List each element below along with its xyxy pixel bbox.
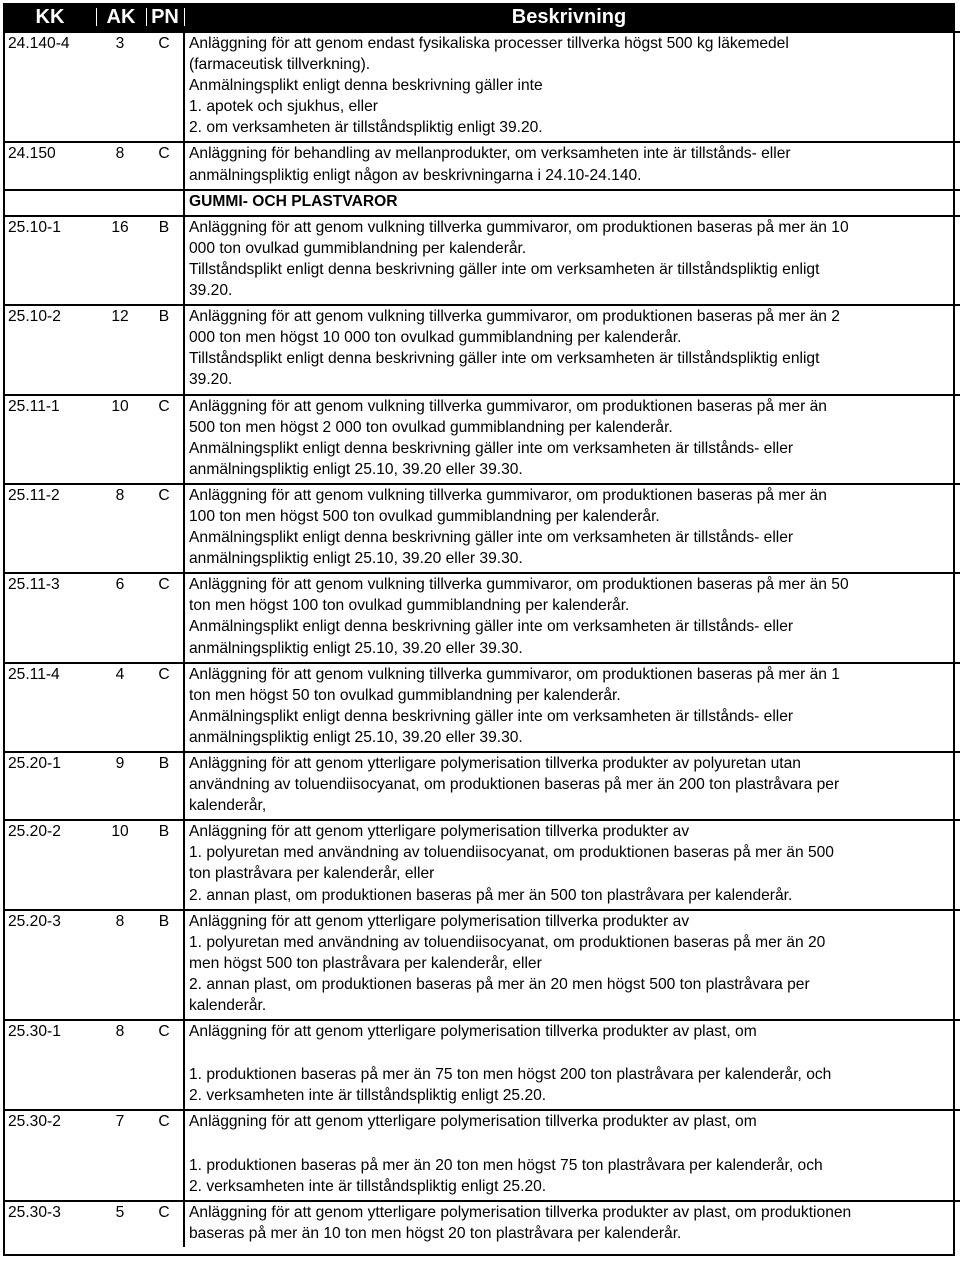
table-row xyxy=(3,663,960,752)
pn-value: C xyxy=(145,1020,184,1110)
ak-value: 10 xyxy=(95,820,145,909)
kk-code: 25.30-1 xyxy=(3,1020,95,1110)
table-body xyxy=(3,31,960,1247)
description-line: Anläggning för att genom ytterligare polymerisation tillverka produkter av plast, om xyxy=(189,1023,757,1041)
description-line: Anläggning för att genom endast fysikaliska processer tillverka högst 500 kg läkemedel xyxy=(189,35,789,52)
description-line: 100 ton men högst 500 ton ovulkad gummiblandning per kalenderår. xyxy=(189,507,660,525)
description-cell xyxy=(184,395,960,484)
empty-cell xyxy=(3,190,95,216)
description-cell xyxy=(184,484,960,573)
description-line: Anläggning för att genom vulkning tillverka gummivaror, om produktionen baseras på mer än 2 xyxy=(189,308,840,326)
description-cell xyxy=(184,820,960,909)
ak-value: 7 xyxy=(95,1110,145,1200)
description-line: Anläggning för att genom ytterligare polymerisation tillverka produkter av plast, om xyxy=(189,1113,757,1131)
empty-cell xyxy=(145,190,184,216)
description-line: Anläggning för att genom vulkning tillverka gummivaror, om produktionen baseras på mer än xyxy=(189,486,827,504)
ak-value: 8 xyxy=(95,142,145,189)
kk-code: 25.20-3 xyxy=(3,910,95,1020)
description-line: ton men högst 50 ton ovulkad gummiblandning per kalenderår. xyxy=(189,686,621,704)
ak-value: 10 xyxy=(95,395,145,484)
description-cell xyxy=(184,142,960,189)
ak-value: 3 xyxy=(95,32,145,142)
description-line: 1. polyuretan med användning av toluendiisocyanat, om produktionen baseras på mer än 500 xyxy=(189,844,834,862)
description-line: 2. om verksamheten är tillståndspliktig enligt 39.20. xyxy=(189,119,543,137)
kk-code: 25.20-2 xyxy=(3,820,95,909)
blank-line xyxy=(189,1042,960,1064)
description-line: 500 ton men högst 2 000 ton ovulkad gummiblandning per kalenderår. xyxy=(189,418,673,436)
pn-value: C xyxy=(145,663,184,752)
description-line: 39.20. xyxy=(189,282,233,300)
description-line: Anmälningsplikt enligt denna beskrivning gäller inte xyxy=(189,77,543,95)
table-row xyxy=(3,142,960,189)
description-line: Anläggning för att genom vulkning tillverka gummivaror, om produktionen baseras på mer än 10 xyxy=(189,218,849,236)
description-line: 000 ton ovulkad gummiblandning per kalenderår. xyxy=(189,239,527,257)
ak-value: 6 xyxy=(95,573,145,662)
column-header-kk: KK xyxy=(35,6,65,28)
description-line: baseras på mer än 10 ton men högst 20 ton plastråvara per kalenderår. xyxy=(189,1224,682,1242)
description-line: användning av toluendiisocyanat, om produktionen baseras på mer än 200 ton plastråvara per xyxy=(189,776,840,794)
kk-code: 24.140-4 xyxy=(3,32,95,142)
description-cell xyxy=(184,663,960,752)
kk-code: 25.30-2 xyxy=(3,1110,95,1200)
pn-value: C xyxy=(145,395,184,484)
description-line: men högst 500 ton plastråvara per kalenderår, eller xyxy=(189,954,542,972)
description-line: 1. polyuretan med användning av toluendiisocyanat, om produktionen baseras på mer än 20 xyxy=(189,933,826,951)
description-line: 2. annan plast, om produktionen baseras på mer än 20 men högst 500 ton plastråvara per xyxy=(189,975,810,993)
description-line: Anmälningsplikt enligt denna beskrivning gäller inte om verksamheten är tillstånds- eller xyxy=(189,707,794,725)
description-line: (farmaceutisk tillverkning). xyxy=(189,56,371,74)
pn-value: C xyxy=(145,142,184,189)
description-line: Tillståndsplikt enligt denna beskrivning gäller inte om verksamheten är tillståndspliktig enligt xyxy=(189,350,820,368)
description-line: anmälningspliktig enligt någon av beskrivningarna i 24.10-24.140. xyxy=(189,166,642,184)
kk-code: 25.11-4 xyxy=(3,663,95,752)
description-line: Anläggning för att genom ytterligare polymerisation tillverka produkter av xyxy=(189,823,690,841)
table-row xyxy=(3,216,960,305)
ak-value: 8 xyxy=(95,910,145,1020)
description-line: Anläggning för att genom ytterligare polymerisation tillverka produkter av plast, om produktionen xyxy=(189,1203,852,1221)
ak-value: 12 xyxy=(95,305,145,394)
description-line: Anmälningsplikt enligt denna beskrivning gäller inte om verksamheten är tillstånds- eller xyxy=(189,618,794,636)
description-cell xyxy=(184,752,960,820)
pn-value: B xyxy=(145,752,184,820)
table-row xyxy=(3,820,960,909)
description-cell xyxy=(184,1020,960,1110)
pn-value: C xyxy=(145,1110,184,1200)
ak-value: 9 xyxy=(95,752,145,820)
pn-value: B xyxy=(145,216,184,305)
column-header-ak: AK xyxy=(106,6,136,28)
description-line: Anläggning för behandling av mellanprodukter, om verksamheten inte är tillstånds- eller xyxy=(189,145,791,163)
table-row xyxy=(3,910,960,1020)
column-header-description: Beskrivning xyxy=(511,6,627,28)
description-line: anmälningspliktig enligt 25.10, 39.20 eller 39.30. xyxy=(189,639,523,657)
description-line: kalenderår. xyxy=(189,997,267,1015)
description-cell xyxy=(184,1201,960,1247)
ak-value: 5 xyxy=(95,1201,145,1247)
description-line: kalenderår, xyxy=(189,797,267,815)
description-cell xyxy=(184,32,960,142)
section-heading: GUMMI- OCH PLASTVAROR xyxy=(184,190,960,216)
table-row xyxy=(3,1020,960,1110)
ak-value: 8 xyxy=(95,484,145,573)
table-row xyxy=(3,752,960,820)
description-line: Anläggning för att genom vulkning tillverka gummivaror, om produktionen baseras på mer än 1 xyxy=(189,665,840,683)
description-line: 2. verksamheten inte är tillståndspliktig enligt 25.20. xyxy=(189,1087,547,1105)
kk-code: 25.30-3 xyxy=(3,1201,95,1247)
description-cell xyxy=(184,910,960,1020)
ak-value: 16 xyxy=(95,216,145,305)
table-row xyxy=(3,32,960,142)
description-line: anmälningspliktig enligt 25.10, 39.20 eller 39.30. xyxy=(189,550,523,568)
column-header-pn: PN xyxy=(151,6,179,28)
pn-value: B xyxy=(145,305,184,394)
description-line: anmälningspliktig enligt 25.10, 39.20 eller 39.30. xyxy=(189,728,523,746)
pn-value: C xyxy=(145,1201,184,1247)
description-line: Anläggning för att genom ytterligare polymerisation tillverka produkter av xyxy=(189,912,690,930)
table-header xyxy=(3,3,955,31)
table-row xyxy=(3,573,960,662)
pn-value: B xyxy=(145,910,184,1020)
description-cell xyxy=(184,1110,960,1200)
description-cell xyxy=(184,573,960,662)
table-row xyxy=(3,1201,960,1247)
kk-code: 25.11-3 xyxy=(3,573,95,662)
pn-value: C xyxy=(145,484,184,573)
ak-value: 8 xyxy=(95,1020,145,1110)
description-line: Anläggning för att genom vulkning tillverka gummivaror, om produktionen baseras på mer än xyxy=(189,397,827,415)
description-line: 1. apotek och sjukhus, eller xyxy=(189,98,378,116)
description-line: anmälningspliktig enligt 25.10, 39.20 eller 39.30. xyxy=(189,460,523,478)
description-line: 1. produktionen baseras på mer än 75 ton men högst 200 ton plastråvara per kalenderår, och xyxy=(189,1066,832,1084)
blank-line xyxy=(189,1133,960,1155)
description-line: Tillståndsplikt enligt denna beskrivning gäller inte om verksamheten är tillståndspliktig enligt xyxy=(189,260,820,278)
kk-code: 25.10-1 xyxy=(3,216,95,305)
description-line: Anmälningsplikt enligt denna beskrivning gäller inte om verksamheten är tillstånds- eller xyxy=(189,529,794,547)
description-cell xyxy=(184,305,960,394)
description-line: 2. annan plast, om produktionen baseras på mer än 500 ton plastråvara per kalenderår. xyxy=(189,886,793,904)
table-row xyxy=(3,395,960,484)
pn-value: B xyxy=(145,820,184,909)
classification-table xyxy=(3,3,955,1247)
description-line: 2. verksamheten inte är tillståndspliktig enligt 25.20. xyxy=(189,1177,547,1195)
table-row xyxy=(3,484,960,573)
description-line: ton men högst 100 ton ovulkad gummiblandning per kalenderår. xyxy=(189,597,630,615)
kk-code: 25.10-2 xyxy=(3,305,95,394)
description-line: ton plastråvara per kalenderår, eller xyxy=(189,865,435,883)
description-line: 39.20. xyxy=(189,371,233,389)
pn-value: C xyxy=(145,573,184,662)
kk-code: 24.150 xyxy=(3,142,95,189)
empty-cell xyxy=(95,190,145,216)
description-line: 000 ton men högst 10 000 ton ovulkad gummiblandning per kalenderår. xyxy=(189,329,682,347)
section-heading-row xyxy=(3,190,960,216)
kk-code: 25.20-1 xyxy=(3,752,95,820)
table-row xyxy=(3,1110,960,1200)
kk-code: 25.11-1 xyxy=(3,395,95,484)
table-row xyxy=(3,305,960,394)
kk-code: 25.11-2 xyxy=(3,484,95,573)
description-cell xyxy=(184,216,960,305)
description-line: Anläggning för att genom vulkning tillverka gummivaror, om produktionen baseras på mer än 50 xyxy=(189,576,849,594)
ak-value: 4 xyxy=(95,663,145,752)
description-line: Anläggning för att genom ytterligare polymerisation tillverka produkter av polyuretan utan xyxy=(189,755,801,772)
pn-value: C xyxy=(145,32,184,142)
description-line: 1. produktionen baseras på mer än 20 ton men högst 75 ton plastråvara per kalenderår, och xyxy=(189,1156,823,1174)
description-line: Anmälningsplikt enligt denna beskrivning gäller inte om verksamheten är tillstånds- eller xyxy=(189,439,794,457)
